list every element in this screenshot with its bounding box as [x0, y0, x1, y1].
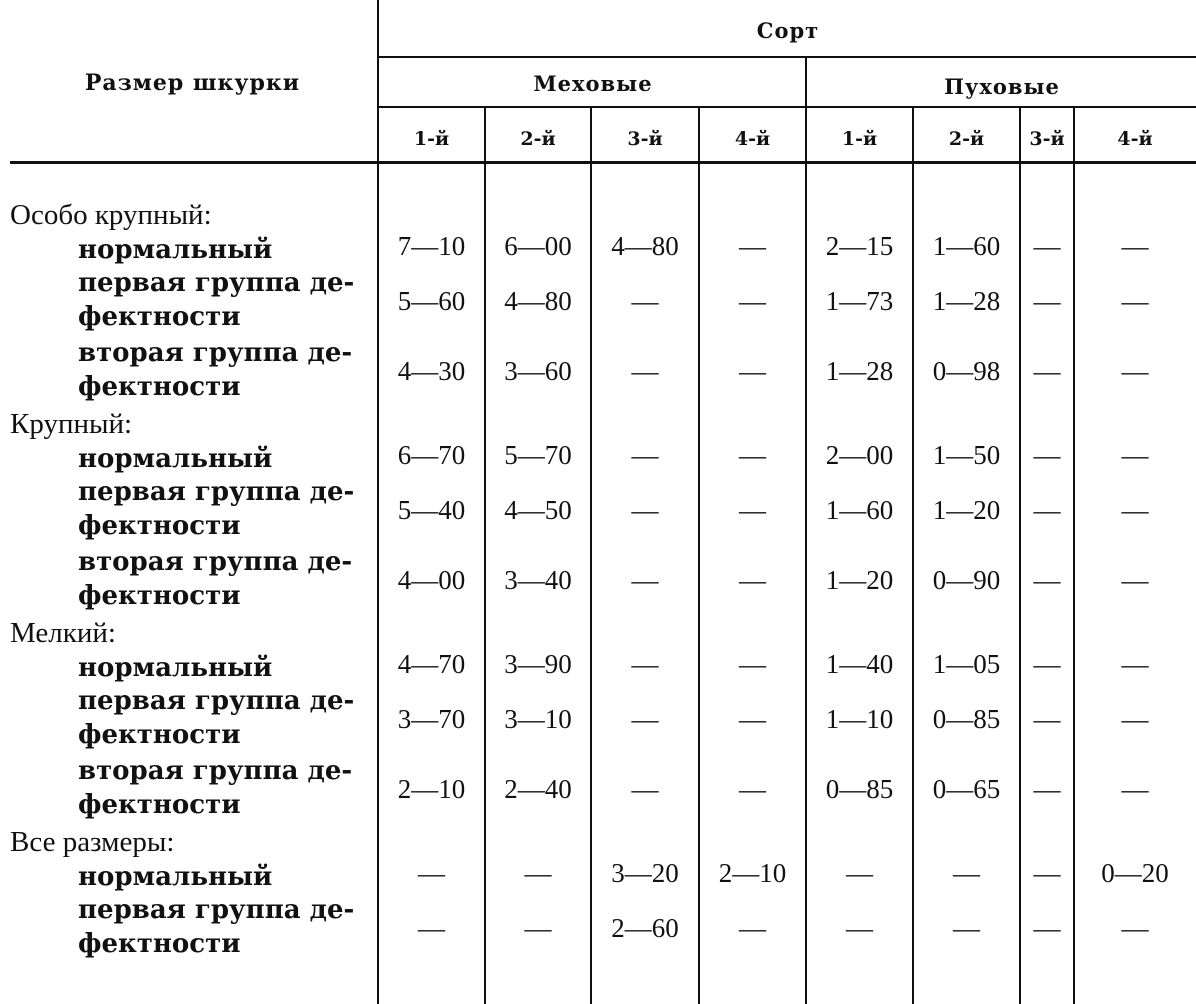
- table-cell: —: [739, 913, 766, 943]
- table-cell: —: [631, 356, 659, 386]
- row-label: первая группа де-: [78, 477, 355, 507]
- table-cell: 1—28: [932, 286, 1001, 316]
- table-cell: —: [418, 858, 445, 888]
- row-label-continuation: фектности: [78, 790, 241, 820]
- table-cell: —: [1033, 440, 1061, 470]
- table-cell: 3—40: [504, 565, 572, 595]
- table-cell: —: [1121, 356, 1149, 386]
- table-cell: 1—10: [825, 704, 894, 734]
- table-cell: —: [1033, 495, 1061, 525]
- table-cell: 4—70: [397, 649, 466, 679]
- table-cell: —: [631, 440, 659, 470]
- table-cell: —: [1121, 913, 1149, 943]
- table-cell: —: [524, 858, 552, 888]
- subcol-header: 1-й: [413, 128, 450, 150]
- table-cell: 3—60: [504, 356, 572, 386]
- table-cell: —: [739, 774, 766, 804]
- table-cell: —: [1121, 495, 1149, 525]
- table-cell: 0—85: [932, 704, 1001, 734]
- table-cell: —: [739, 286, 766, 316]
- row-label-continuation: фектности: [78, 581, 241, 611]
- row-label: первая группа де-: [78, 268, 355, 298]
- row-label-continuation: фектности: [78, 511, 241, 541]
- table-cell: 4—30: [397, 356, 466, 386]
- table-cell: —: [1033, 231, 1061, 261]
- table-cell: —: [1121, 774, 1149, 804]
- table-cell: —: [1033, 649, 1061, 679]
- table-cell: —: [631, 286, 659, 316]
- table-cell: 2—60: [611, 913, 679, 943]
- subcol-header: 1-й: [841, 128, 878, 150]
- section-label: Особо крупный:: [10, 199, 212, 231]
- table-cell: 1—20: [825, 565, 894, 595]
- table-cell: 0—85: [825, 774, 894, 804]
- row-label: нормальный: [78, 862, 273, 892]
- row-label: нормальный: [78, 444, 273, 474]
- table-cell: 0—98: [932, 356, 1001, 386]
- subcol-header: 3-й: [627, 128, 663, 150]
- table-cell: 5—70: [504, 440, 572, 470]
- table-cell: —: [739, 649, 766, 679]
- table-cell: —: [418, 913, 445, 943]
- table-cell: —: [1033, 704, 1061, 734]
- table-cell: —: [1033, 858, 1061, 888]
- row-label: нормальный: [78, 653, 273, 683]
- sort-header: Сорт: [756, 18, 820, 43]
- table-cell: 2—10: [718, 858, 787, 888]
- table-cell: 7—10: [397, 231, 466, 261]
- group-header-fur: Меховые: [533, 71, 653, 96]
- table-cell: —: [1121, 440, 1149, 470]
- row-label-continuation: фектности: [78, 302, 241, 332]
- row-label: первая группа де-: [78, 895, 355, 925]
- table-cell: 5—60: [397, 286, 466, 316]
- table-cell: 6—70: [397, 440, 466, 470]
- table-top-rule: [378, 56, 1196, 58]
- row-label: вторая группа де-: [78, 338, 353, 368]
- table-cell: —: [739, 440, 766, 470]
- table-cell: 1—73: [825, 286, 894, 316]
- row-label-continuation: фектности: [78, 929, 241, 959]
- table-cell: —: [524, 913, 552, 943]
- row-label-header: Размер шкурки: [84, 70, 301, 96]
- table-cell: —: [846, 858, 873, 888]
- table-cell: —: [739, 356, 766, 386]
- table-cell: —: [953, 913, 980, 943]
- table-cell: —: [1033, 356, 1061, 386]
- table-cell: —: [1121, 286, 1149, 316]
- table-cell: 1—28: [825, 356, 894, 386]
- table-cell: 1—40: [825, 649, 894, 679]
- table-cell: —: [1033, 286, 1061, 316]
- table-cell: —: [1121, 649, 1149, 679]
- table-cell: —: [739, 495, 766, 525]
- table-cell: —: [631, 774, 659, 804]
- table-cell: 1—60: [932, 231, 1001, 261]
- subcol-header: 2-й: [520, 128, 556, 150]
- table-cell: 4—80: [611, 231, 679, 261]
- table-cell: —: [1121, 231, 1149, 261]
- table-cell: 1—05: [932, 649, 1001, 679]
- table-cell: 4—80: [504, 286, 572, 316]
- table-cell: —: [1121, 565, 1149, 595]
- subcol-header: 3-й: [1029, 128, 1065, 150]
- table-cell: 1—20: [932, 495, 1001, 525]
- table-cell: —: [631, 704, 659, 734]
- table-cell: 3—10: [504, 704, 572, 734]
- table-cell: 3—20: [611, 858, 679, 888]
- table-cell: 1—50: [932, 440, 1001, 470]
- section-label: Все размеры:: [10, 826, 175, 858]
- table-cell: 3—90: [504, 649, 572, 679]
- table-cell: —: [739, 231, 766, 261]
- table-cell: —: [631, 495, 659, 525]
- table-cell: 0—20: [1101, 858, 1169, 888]
- row-label: нормальный: [78, 235, 273, 265]
- table-cell: 2—00: [825, 440, 894, 470]
- row-label-continuation: фектности: [78, 372, 241, 402]
- table-cell: —: [1121, 704, 1149, 734]
- subcol-header: 4-й: [1117, 128, 1153, 150]
- table-cell: 0—90: [932, 565, 1001, 595]
- row-label-continuation: фектности: [78, 720, 241, 750]
- row-label: вторая группа де-: [78, 547, 353, 577]
- table-cell: 0—65: [932, 774, 1001, 804]
- table-cell: 2—10: [397, 774, 466, 804]
- table-cell: 1—60: [825, 495, 894, 525]
- section-label: Крупный:: [10, 408, 133, 440]
- table-cell: 2—40: [504, 774, 572, 804]
- table-cell: —: [1033, 913, 1061, 943]
- table-cell: 6—00: [504, 231, 572, 261]
- table-cell: 5—40: [397, 495, 466, 525]
- table-cell: —: [846, 913, 873, 943]
- table-cell: —: [739, 704, 766, 734]
- row-label: первая группа де-: [78, 686, 355, 716]
- table-cell: —: [631, 565, 659, 595]
- table-cell: 3—70: [397, 704, 466, 734]
- table-cell: —: [631, 649, 659, 679]
- table-cell: —: [1033, 774, 1061, 804]
- row-label: вторая группа де-: [78, 756, 353, 786]
- table-cell: —: [739, 565, 766, 595]
- table-cell: 4—50: [504, 495, 572, 525]
- table-cell: 2—15: [825, 231, 894, 261]
- group-header-down: Пуховые: [944, 74, 1060, 99]
- table-cell: —: [1033, 565, 1061, 595]
- section-label: Мелкий:: [10, 617, 116, 649]
- table-cell: —: [953, 858, 980, 888]
- table-cell: 4—00: [397, 565, 466, 595]
- subcol-header: 2-й: [948, 128, 985, 150]
- subcol-header: 4-й: [734, 128, 771, 150]
